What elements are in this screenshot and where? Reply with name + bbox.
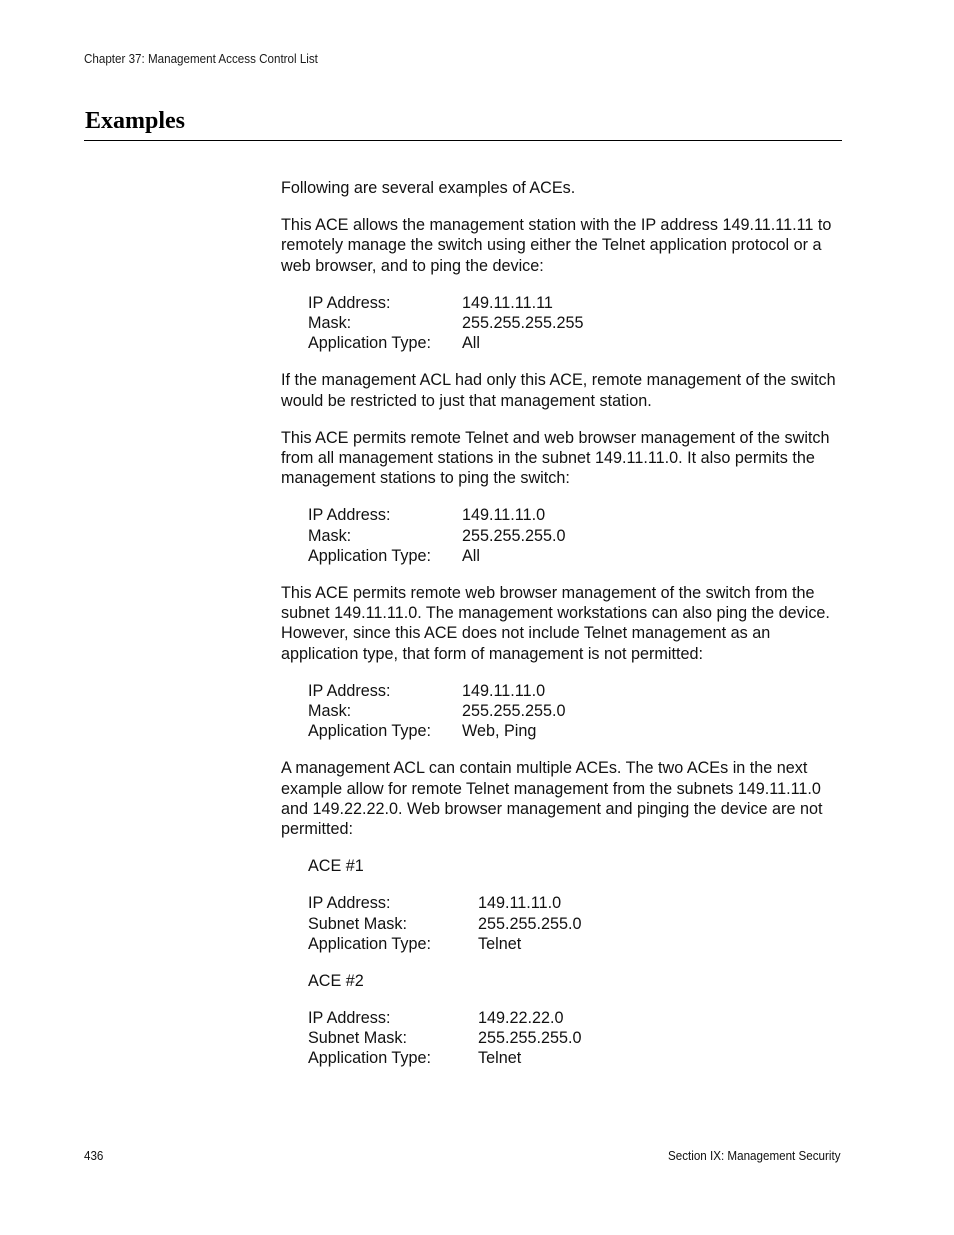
setting-label: IP Address: <box>308 894 391 913</box>
intro-paragraph: Following are several examples of ACEs. <box>281 179 576 197</box>
setting-row <box>308 546 843 566</box>
setting-label: Application Type: <box>308 1049 431 1068</box>
setting-label: IP Address: <box>308 681 391 700</box>
setting-label: Subnet Mask: <box>308 914 407 933</box>
setting-label: IP Address: <box>308 506 391 525</box>
ace2-settings <box>308 1008 843 1069</box>
setting-row <box>308 914 843 934</box>
setting-label: Application Type: <box>308 546 431 565</box>
example1-settings <box>308 293 843 354</box>
setting-value: 149.11.11.0 <box>462 681 546 700</box>
setting-row <box>308 313 843 333</box>
running-footer: Section IX: Management Security <box>668 1149 841 1163</box>
setting-label: Application Type: <box>308 722 431 741</box>
setting-value: All <box>462 546 480 565</box>
setting-value: All <box>462 334 480 353</box>
setting-label: Application Type: <box>308 334 431 353</box>
section-title: Examples <box>85 108 186 134</box>
example1-note: If the management ACL had only this ACE, remote management of the switch would be restricted to just that management station. <box>281 371 836 410</box>
setting-row <box>308 505 843 525</box>
setting-row <box>308 1028 843 1048</box>
setting-row <box>308 701 843 721</box>
setting-value: 149.11.11.0 <box>462 506 546 525</box>
setting-row <box>308 1048 843 1068</box>
setting-row <box>308 934 843 954</box>
setting-label: IP Address: <box>308 1009 391 1028</box>
setting-value: 255.255.255.0 <box>462 701 566 720</box>
setting-row <box>308 293 843 313</box>
setting-row <box>308 893 843 913</box>
body-content <box>281 178 843 1086</box>
setting-row <box>308 721 843 741</box>
setting-value: Telnet <box>478 1049 522 1068</box>
setting-row <box>308 681 843 701</box>
setting-row <box>308 333 843 353</box>
setting-value: Telnet <box>478 934 522 953</box>
ace2-heading: ACE #2 <box>308 971 364 990</box>
setting-value: 255.255.255.0 <box>478 1029 582 1048</box>
example3-settings <box>308 681 843 742</box>
setting-label: Mask: <box>308 314 352 332</box>
running-header: Chapter 37: Management Access Control List <box>84 52 318 66</box>
setting-value: 149.11.11.0 <box>478 894 562 913</box>
setting-value: 149.11.11.11 <box>462 293 553 312</box>
example1-description: This ACE allows the management station with the IP address 149.11.11.11 to remotely manage the switch using either the Telnet application protocol or a web browser, and to ping the device: <box>281 216 832 275</box>
setting-row <box>308 1008 843 1028</box>
setting-label: Mask: <box>308 526 352 545</box>
setting-value: Web, Ping <box>462 722 537 741</box>
setting-value: 255.255.255.0 <box>462 526 566 545</box>
setting-value: 255.255.255.0 <box>478 914 582 933</box>
setting-value: 255.255.255.255 <box>462 314 584 332</box>
setting-value: 149.22.22.0 <box>478 1009 564 1028</box>
setting-label: IP Address: <box>308 293 391 312</box>
setting-label: Application Type: <box>308 934 431 953</box>
setting-label: Subnet Mask: <box>308 1029 407 1048</box>
title-rule <box>84 140 842 141</box>
ace1-heading: ACE #1 <box>308 857 364 876</box>
example2-description: This ACE permits remote Telnet and web browser management of the switch from all management stations in the subnet 149.11.11.0. It also permits the management stations to ping the switch: <box>281 428 830 488</box>
example4-description: A management ACL can contain multiple ACEs. The two ACEs in the next example allow for remote Telnet management from the subnets 149.11.11.0 and 149.22.22.0. Web browser management and pinging the device are not permitted: <box>281 759 823 838</box>
page-number: 436 <box>84 1149 104 1163</box>
setting-label: Mask: <box>308 701 352 720</box>
example2-settings <box>308 505 843 566</box>
setting-row <box>308 526 843 546</box>
ace1-settings <box>308 893 843 954</box>
example3-description: This ACE permits remote web browser management of the switch from the subnet 149.11.11.0. The management workstations can also ping the device. However, since this ACE does not include Telnet management as an application type, that form of management is not permitted: <box>281 583 830 663</box>
